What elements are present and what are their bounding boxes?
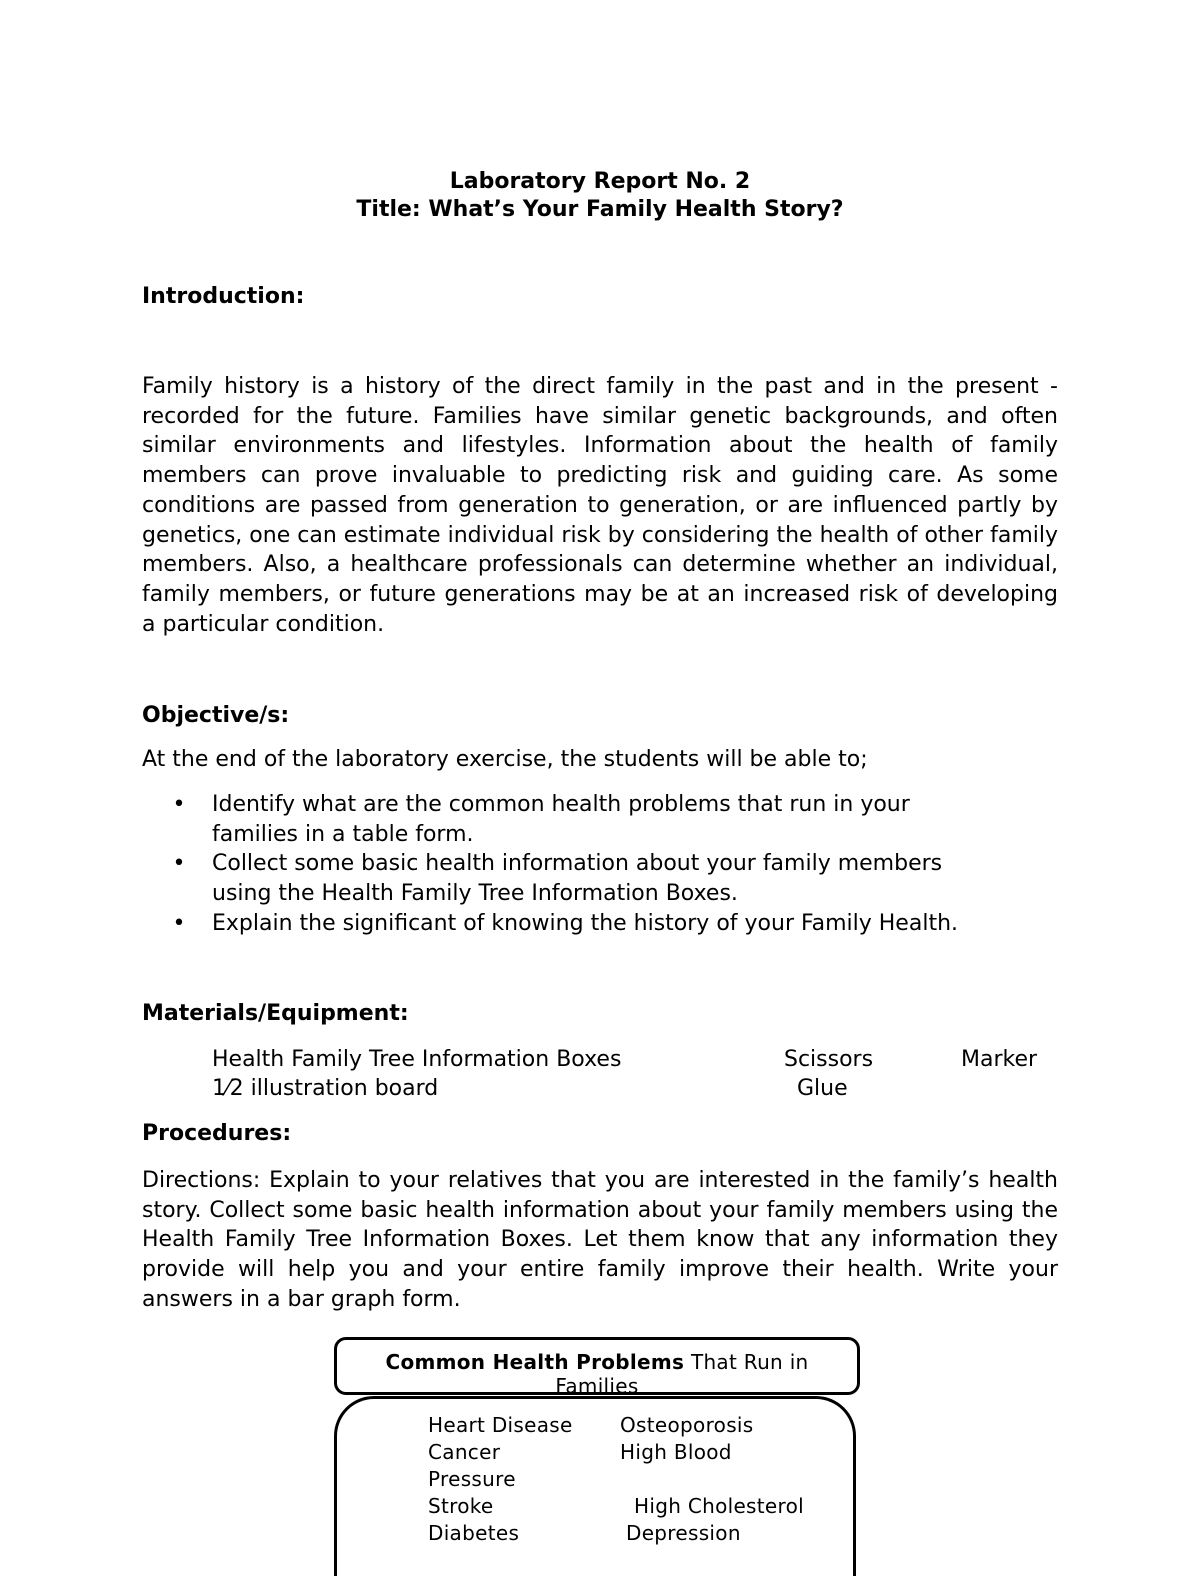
health-problems-list-box: [334, 1396, 856, 1576]
objectives-lead: At the end of the laboratory exercise, the students will be able to;: [142, 747, 868, 772]
materials-heading: Materials/Equipment:: [142, 1001, 409, 1026]
health-problems-header-box: [334, 1337, 860, 1395]
bullet-icon: •: [172, 910, 186, 936]
health-problem-item: Stroke: [428, 1494, 494, 1518]
report-number: Laboratory Report No. 2: [449, 169, 751, 194]
list-item: [142, 849, 1042, 908]
material-glue: Glue: [797, 1076, 848, 1101]
material-scissors: Scissors: [784, 1047, 874, 1072]
health-problem-item: Diabetes: [428, 1521, 520, 1545]
health-problem-item: Pressure: [428, 1467, 516, 1491]
objective-line: Collect some basic health information about your family members: [212, 851, 943, 877]
introduction-heading: Introduction:: [142, 284, 305, 309]
header-bold-text: Common Health Problems: [385, 1350, 685, 1374]
list-item: [142, 790, 1042, 849]
material-illustration-board: 1⁄2 illustration board: [212, 1076, 439, 1101]
header-overflow-text: Families: [555, 1374, 639, 1395]
health-problem-item: High Cholesterol: [634, 1494, 805, 1518]
introduction-paragraph: Family history is a history of the direct family in the past and in the present - recorded for the future. Families have similar genetic backgrounds, and often similar environments and lifestyles. Information about the health of family members can prove invaluable to predicting risk and guiding care. As some conditions are passed from generation to generation, or are influenced partly by genetics, one can estimate individual risk by considering the health of other family members. Also, a healthcare professionals can determine whether an individual, family members, or future generations may be at an increased risk of developing a particular condition.: [142, 374, 1058, 637]
list-item: [142, 909, 1042, 939]
objective-line: using the Health Family Tree Information Boxes.: [212, 881, 738, 907]
header-rest-text: That Run in: [684, 1350, 809, 1374]
health-problem-item: Cancer: [428, 1440, 501, 1464]
health-problem-item: High Blood: [620, 1440, 732, 1464]
procedures-paragraph: Directions: Explain to your relatives that you are interested in the family’s health story. Collect some basic health information about your family members using the Health Family Tree Information Boxes. Let them know that any information they provide will help you and your entire family improve their health. Write your answers in a bar graph form.: [142, 1168, 1058, 1312]
material-info-boxes: Health Family Tree Information Boxes: [212, 1047, 622, 1072]
procedures-heading: Procedures:: [142, 1121, 292, 1146]
bullet-icon: •: [172, 851, 186, 877]
objective-line: families in a table form.: [212, 821, 474, 847]
objective-line: Explain the significant of knowing the history of your Family Health.: [212, 910, 959, 936]
objectives-list: [142, 790, 1042, 939]
report-title: Title: What’s Your Family Health Story?: [356, 197, 844, 222]
health-problems-header: [337, 1340, 857, 1395]
health-problem-item: Depression: [626, 1521, 741, 1545]
material-marker: Marker: [961, 1047, 1038, 1072]
health-problem-item: Osteoporosis: [620, 1413, 754, 1437]
health-problem-item: Heart Disease: [428, 1413, 573, 1437]
bullet-icon: •: [172, 792, 186, 817]
objective-line: Identify what are the common health problems that run in your: [212, 792, 910, 817]
objectives-heading: Objective/s:: [142, 703, 290, 728]
report-title-block: [0, 168, 1200, 224]
